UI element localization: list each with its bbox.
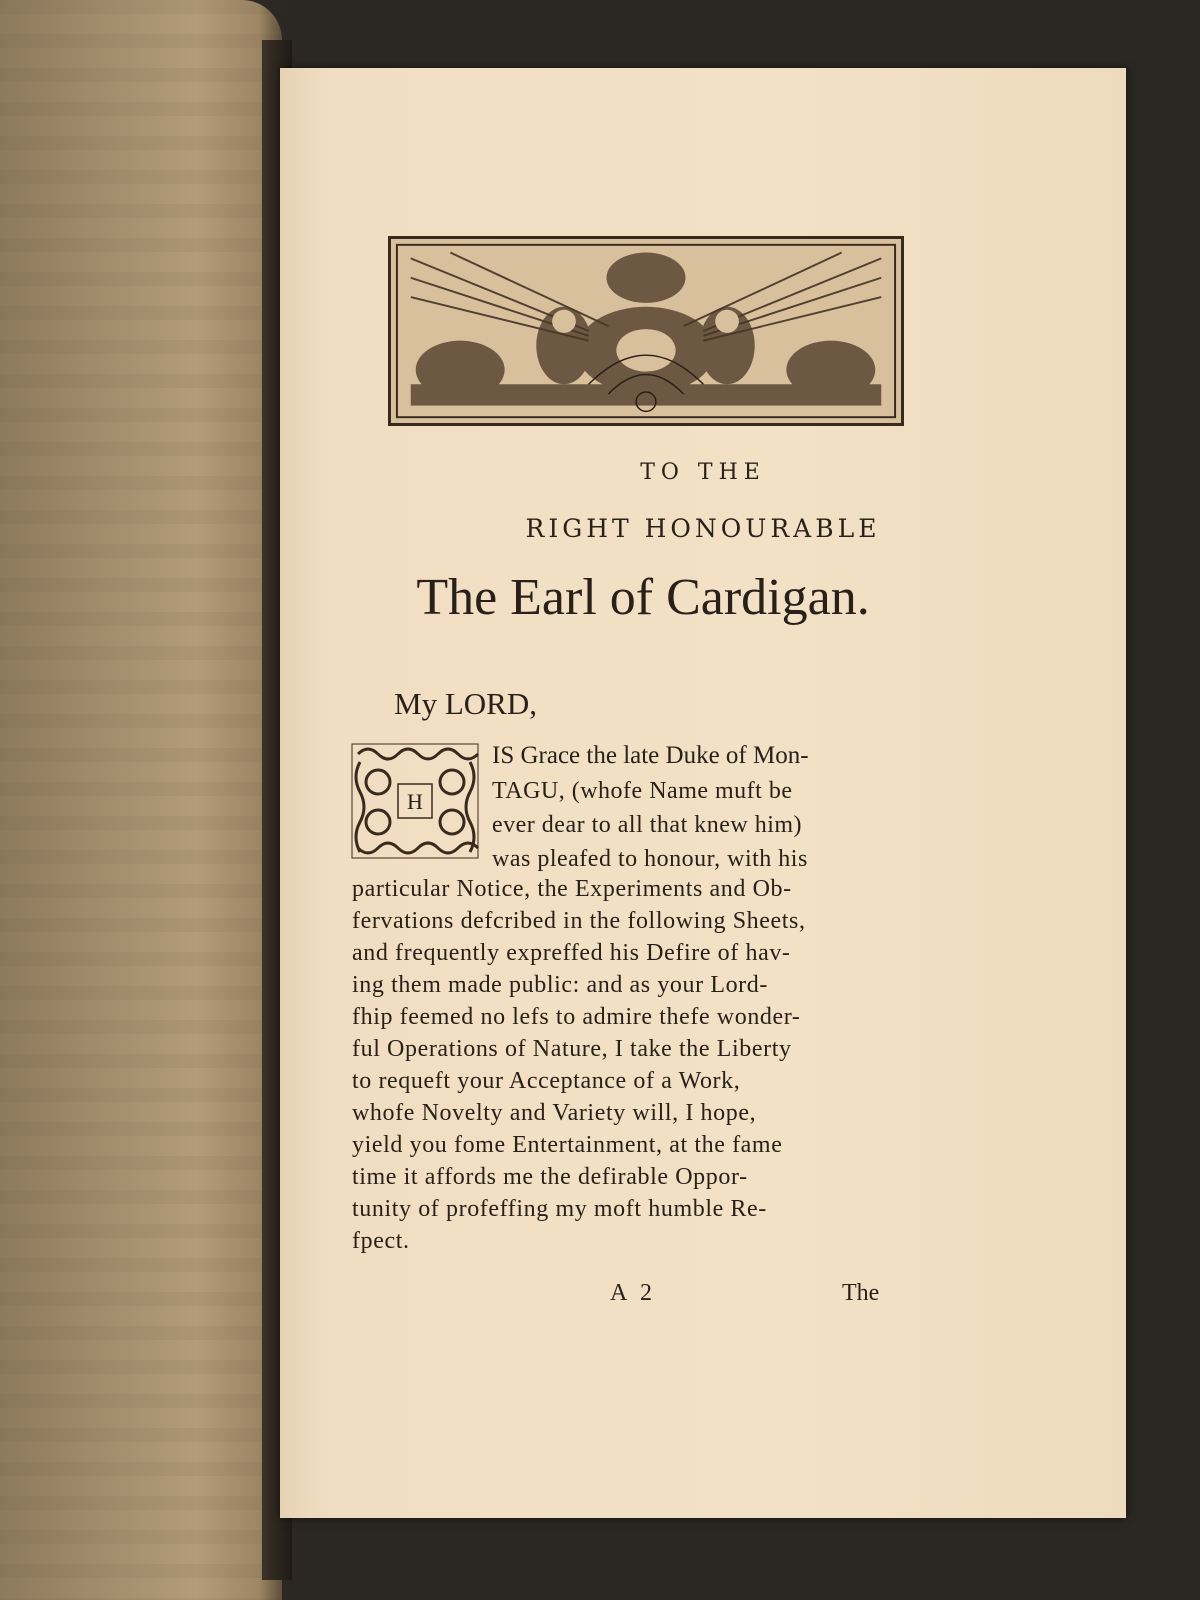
- dedication-right-honourable: RIGHT HONOURABLE: [525, 514, 881, 543]
- catchword: The: [842, 1280, 880, 1306]
- body-line: whofe Novelty and Variety will, I hope,: [352, 1100, 757, 1126]
- ornamental-headpiece-woodcut: [388, 236, 904, 426]
- body-line: fpect.: [352, 1228, 410, 1254]
- body-line: particular Notice, the Experiments and Ob-: [352, 876, 792, 902]
- dropped-line: ever dear to all that knew him): [492, 812, 803, 838]
- left-page: [0, 0, 282, 1600]
- body-line: tunity of profeffing my moft humble Re-: [352, 1196, 767, 1222]
- right-page: [280, 68, 1126, 1518]
- body-line: and frequently expreffed his Defire of hav-: [352, 940, 791, 966]
- dropped-line: was pleafed to honour, with his: [492, 846, 808, 872]
- body-line: time it affords me the defirable Oppor-: [352, 1164, 748, 1190]
- decorated-initial: [350, 742, 480, 860]
- signature-mark: A 2: [610, 1280, 657, 1306]
- dedication-to-the: TO THE: [640, 460, 766, 485]
- dropped-line: TAGU, (whofe Name muft be: [492, 778, 793, 804]
- dedication-title: The Earl of Cardigan.: [416, 569, 870, 626]
- body-line: ing them made public: and as your Lord-: [352, 972, 768, 998]
- body-line: fhip feemed no lefs to admire thefe wonder-: [352, 1004, 801, 1030]
- body-line: ful Operations of Nature, I take the Liberty: [352, 1036, 792, 1062]
- body-line: to requeft your Acceptance of a Work,: [352, 1068, 741, 1094]
- first-line: IS Grace the late Duke of Mon-: [492, 742, 809, 769]
- initial-letter: H: [407, 789, 423, 814]
- body-line: yield you fome Entertainment, at the fame: [352, 1132, 783, 1158]
- body-line: fervations defcribed in the following Sheets,: [352, 908, 806, 934]
- bleed-through-text: [0, 0, 282, 1600]
- salutation: My LORD,: [394, 686, 537, 721]
